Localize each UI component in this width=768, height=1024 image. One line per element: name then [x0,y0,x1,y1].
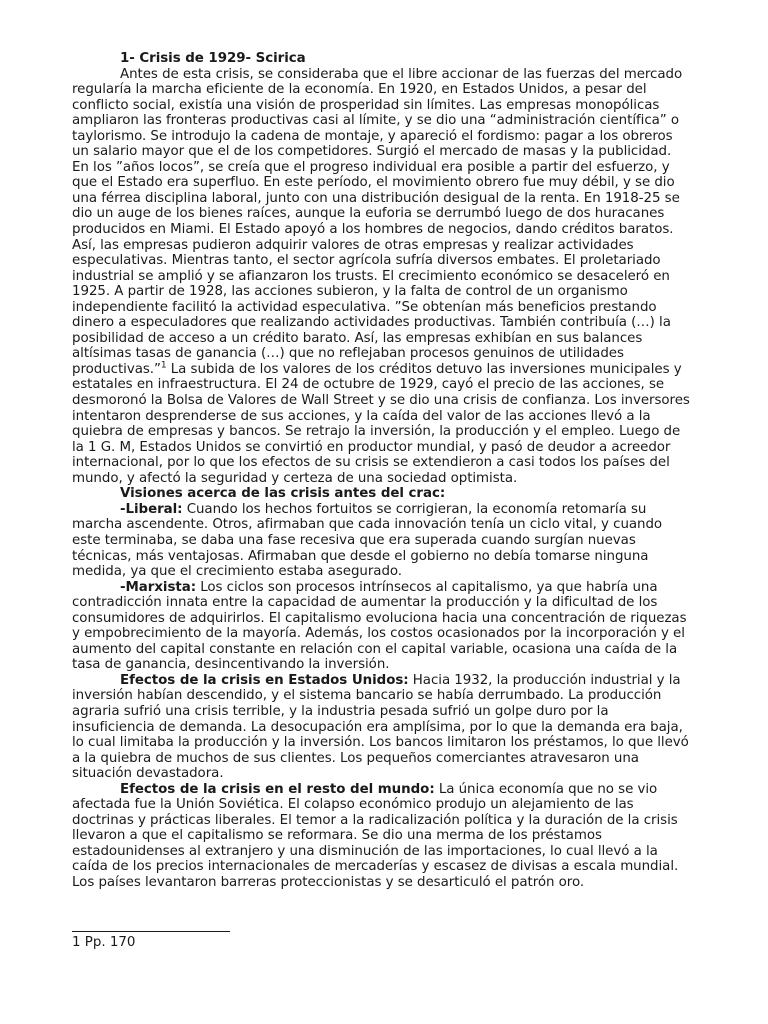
marxista-lead: -Marxista: [120,579,197,595]
efectos-mundo-paragraph [72,782,692,891]
liberal-lead: -Liberal: [120,501,183,517]
document-body [72,51,692,891]
footnote-reference: 1 [160,360,167,371]
efectos-eeuu-text: Hacia 1932, la producción industrial y la inversión habían descendido, y el sistema bancario se había derrumbado. La producción agraria sufrió una crisis terrible, y la industria pesada sufrió un golpe duro por la insuficiencia de demanda. La desocupación era amplísima, por lo que la demanda era baja, lo cual limitaba la producción y la inversión. Los bancos limitaron los préstamos, lo que llevó a la quiebra de muchos de sus clientes. Los pequeños comerciantes atravesaron una situación devastadora. [72,672,689,782]
liberal-paragraph [72,502,692,580]
footnote: 1 Pp. 170 [72,935,136,950]
efectos-mundo-lead: Efectos de la crisis en el resto del mundo: [120,781,435,797]
intro-paragraph [72,67,692,487]
marxista-paragraph [72,580,692,673]
intro-text-b: La subida de los valores de los créditos detuvo las inversiones municipales y estatales en infraestructura. El 24 de octubre de 1929, cayó el precio de las acciones, se desmoronó la Bolsa de Valores de Wall Street y se dio una crisis de confianza. Los inversores intentaron desprenderse de sus acciones, y la caída del valor de las acciones llevó a la quiebra de empresas y bancos. Se retrajo la inversión, la producción y el empleo. Luego de la 1 G. M, Estados Unidos se convirtió en productor mundial, y pasó de deudor a acreedor internacional, por lo que los efectos de su crisis se extendieron a casi todos los países del mundo, y afectó la seguridad y certeza de una sociedad optimista. [72,361,690,486]
efectos-eeuu-lead: Efectos de la crisis en Estados Unidos: [120,672,409,688]
liberal-text: Cuando los hechos fortuitos se corrigieran, la economía retomaría su marcha ascendente. Otros, afirmaban que cada innovación tenía un ciclo vital, y cuando este terminaba, se daba una fase recesiva que era superada cuando surgían nuevas técnicas, más ventajosas. Afirmaban que desde el gobierno no debía tomarse ninguna medida, ya que el crecimiento estaba asegurado. [72,501,663,580]
footnote-separator [72,931,230,932]
efectos-mundo-text: La única economía que no se vio afectada fue la Unión Soviética. El colapso económico produjo un alejamiento de las doctrinas y prácticas liberales. El temor a la radicalización política y la duración de la crisis llevaron a que el capitalismo se reformara. Se dio una merma de los préstamos estadounidenses al extranjero y una disminución de las importaciones, lo cual llevó a la caída de los precios internacionales de mercaderías y escasez de divisas a escala mundial. Los países levantaron barreras proteccionistas y se desarticuló el patrón oro. [72,781,679,890]
intro-text-a: Antes de esta crisis, se consideraba que el libre accionar de las fuerzas del mercado regularía la marcha eficiente de la economía. En 1920, en Estados Unidos, a pesar del conflicto social, existía una visión de prosperidad sin límites. Las empresas monopólicas ampliaron las fronteras productivas casi al límite, y se dio una “administración científica” o taylorismo. Se introdujo la cadena de montaje, y apareció el fordismo: pagar a los obreros un salario mayor que el de los competidores. Surgió el mercado de masas y la publicidad. En los ”años locos”, se creía que el progreso individual era posible a partir del esfuerzo, y que el Estado era superfluo. En este período, el movimiento obrero fue muy débil, y se dio una férrea disciplina laboral, junto con una distribución desigual de la renta. En 1918-25 se dio un auge de los bienes raíces, aunque la euforia se derrumbó luego de dos huracanes producidos en Miami. El Estado apoyó a los hombres de negocios, dando créditos baratos. Así, las empresas pudieron adquirir valores de otras empresas y realizar actividades especulativas. Mientras tanto, el sector agrícola sufría diversos embates. El proletariado industrial se amplió y se afianzaron los trusts. El crecimiento económico se desaceleró en 1925. A partir de 1928, las acciones subieron, y la falta de control de un organismo independiente facilitó la actividad especulativa. ”Se obtenían más beneficios prestando dinero a especuladores que realizando actividades productivas. También contribuía (…) la posibilidad de acceso a un crédito barato. Así, las empresas exhibían en sus balances altísimas tasas de ganancia (…) que no reflejaban procesos genuinos de utilidades productivas.” [72,66,683,377]
efectos-eeuu-paragraph [72,673,692,782]
document-title: 1- Crisis de 1929- Scirica [120,51,306,66]
section-heading-visiones: Visiones acerca de las crisis antes del crac: [120,486,446,502]
marxista-text: Los ciclos son procesos intrínsecos al capitalismo, ya que habría una contradicción innata entre la capacidad de aumentar la producción y la dificultad de los consumidores de adquirirlos. El capitalismo evoluciona hacia una concentración de riquezas y empobrecimiento de la mayoría. Además, los costos ocasionados por la incorporación y el aumento del capital constante en relación con el capital variable, ocasiona una caída de la tasa de ganancia, desincentivando la inversión. [72,579,687,673]
